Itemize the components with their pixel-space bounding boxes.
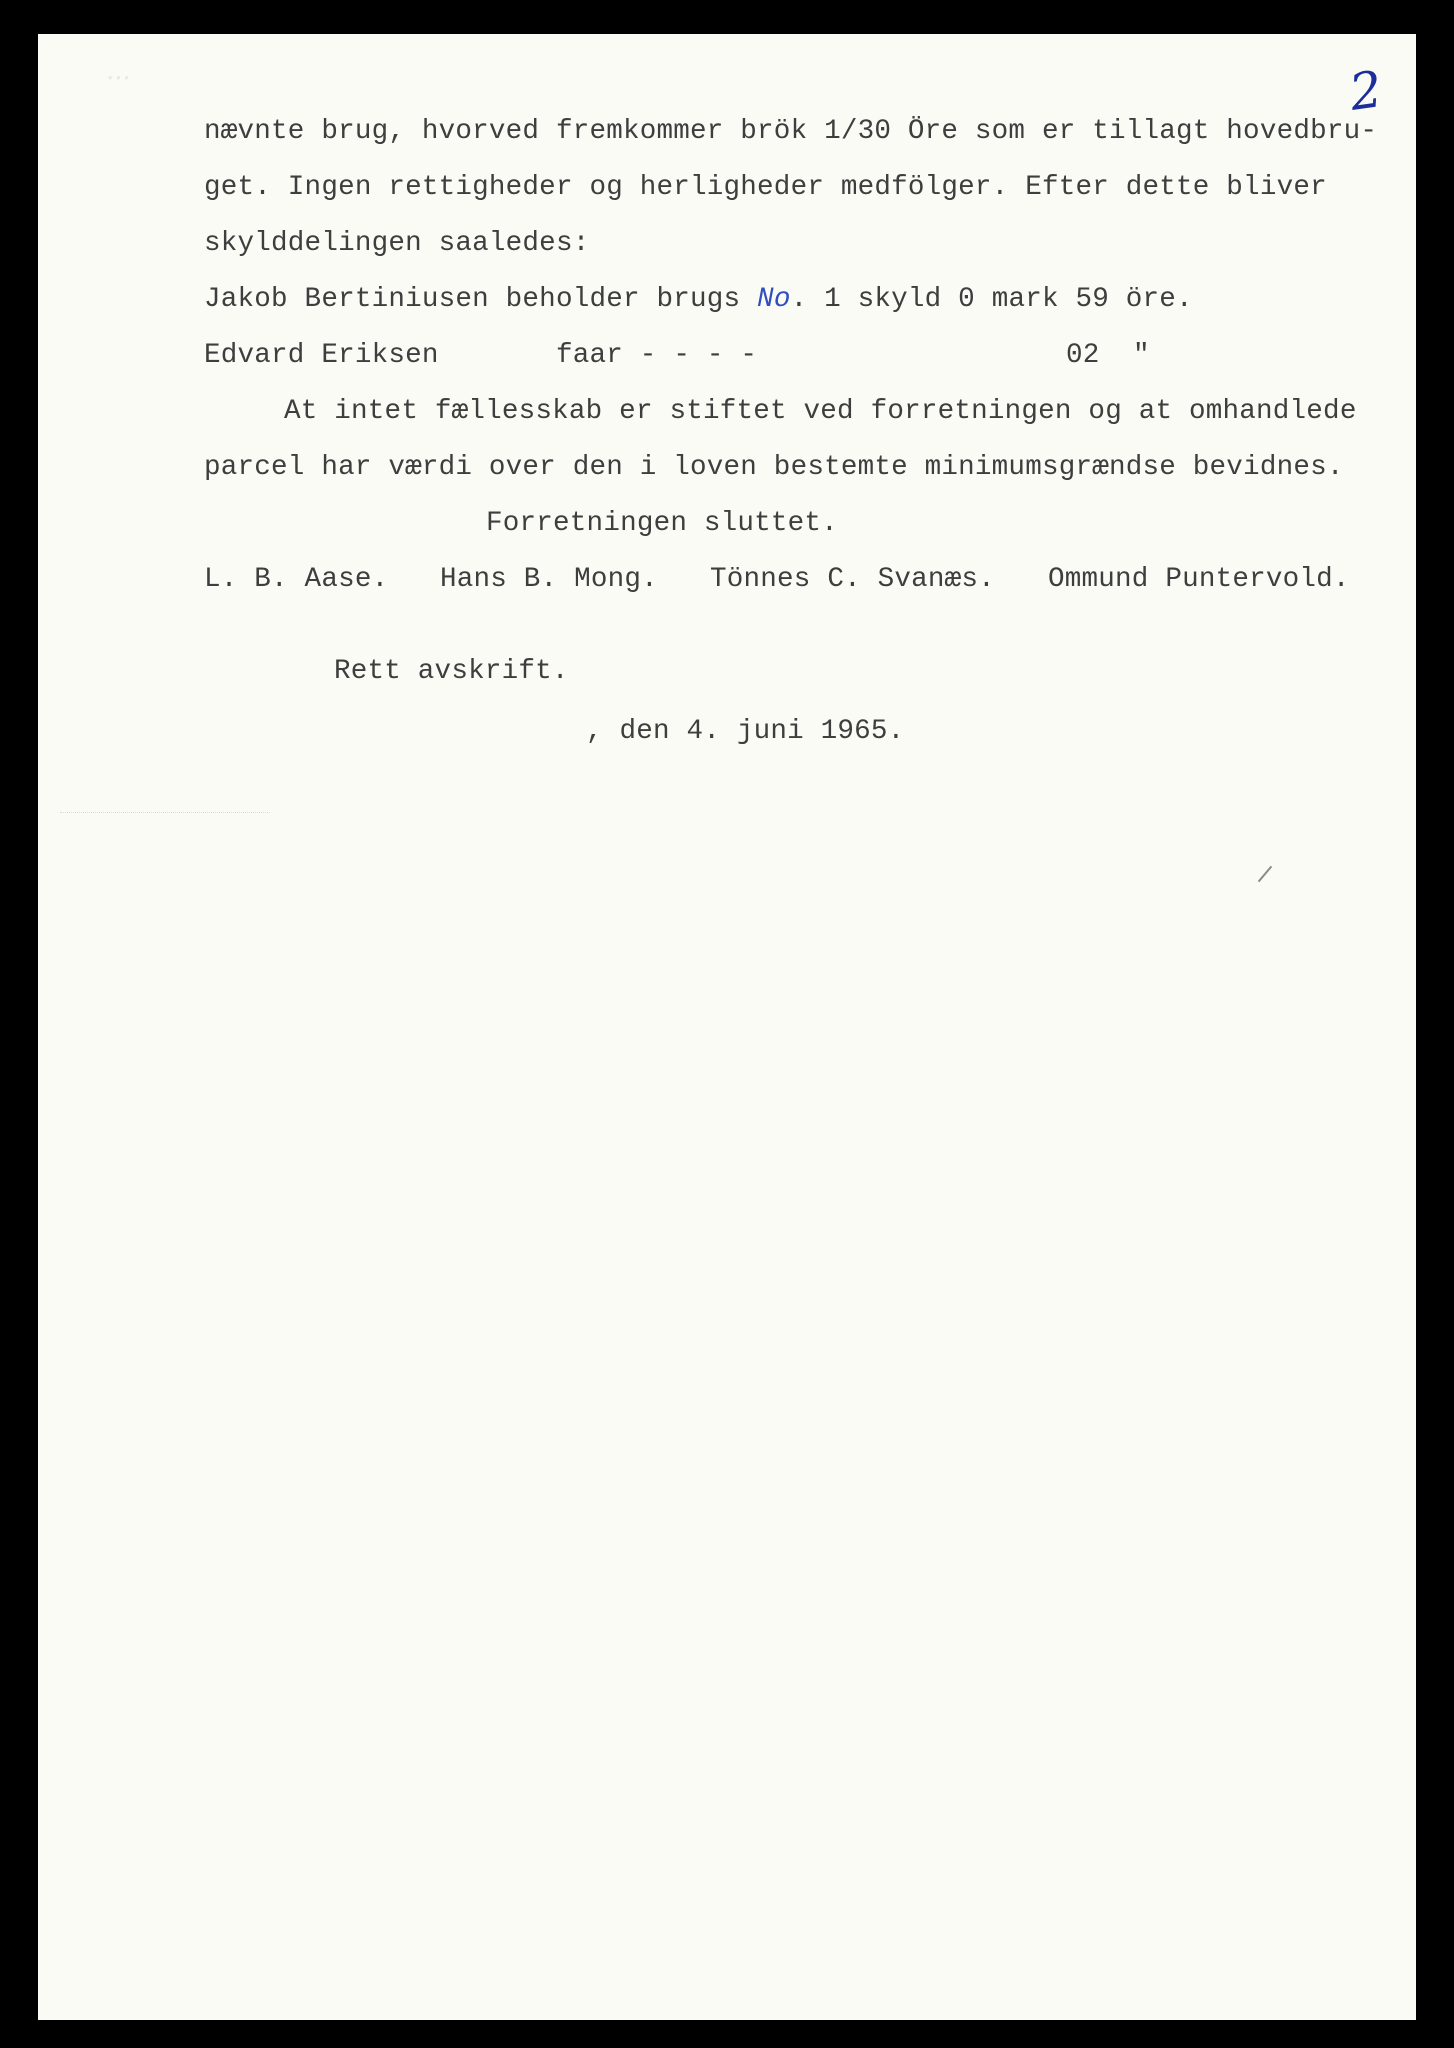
paper-speck [60, 812, 270, 813]
text-line-2: get. Ingen rettigheder og herligheder medfölger. Efter dette bliver [204, 172, 1327, 203]
pencil-tick [1258, 866, 1272, 883]
date-line: , den 4. juni 1965. [586, 716, 905, 747]
handwritten-no-mark: No [757, 284, 791, 315]
signature-4: Ommund Puntervold. [1048, 564, 1350, 595]
text-line-5-amount: 02 " [1066, 340, 1150, 371]
owner-text: Jakob Bertiniusen beholder brugs [204, 284, 741, 315]
signature-3: Tönnes C. Svanæs. [710, 564, 995, 595]
certification-text: Rett avskrift. [334, 656, 569, 687]
text-line-3: skylddelingen saaledes: [204, 228, 590, 259]
text-line-4 [204, 284, 1193, 315]
faded-handwriting-mark: ... [106, 56, 131, 86]
document-page [38, 34, 1416, 2020]
share-text: . 1 skyld 0 mark 59 öre. [790, 284, 1193, 315]
text-line-5-faar: faar - - - - [556, 340, 758, 371]
text-line-6: At intet fællesskab er stiftet ved forretningen og at omhandlede [284, 396, 1357, 427]
text-line-1: nævnte brug, hvorved fremkommer brök 1/30 Öre som er tillagt hovedbru- [204, 116, 1378, 147]
signature-2: Hans B. Mong. [440, 564, 658, 595]
text-line-7: parcel har værdi over den i loven bestemte minimumsgrændse bevidnes. [204, 452, 1344, 483]
signature-1: L. B. Aase. [204, 564, 389, 595]
text-line-8: Forretningen sluttet. [486, 508, 838, 539]
page-number: 2 [1346, 60, 1386, 122]
text-line-5-name: Edvard Eriksen [204, 340, 439, 371]
